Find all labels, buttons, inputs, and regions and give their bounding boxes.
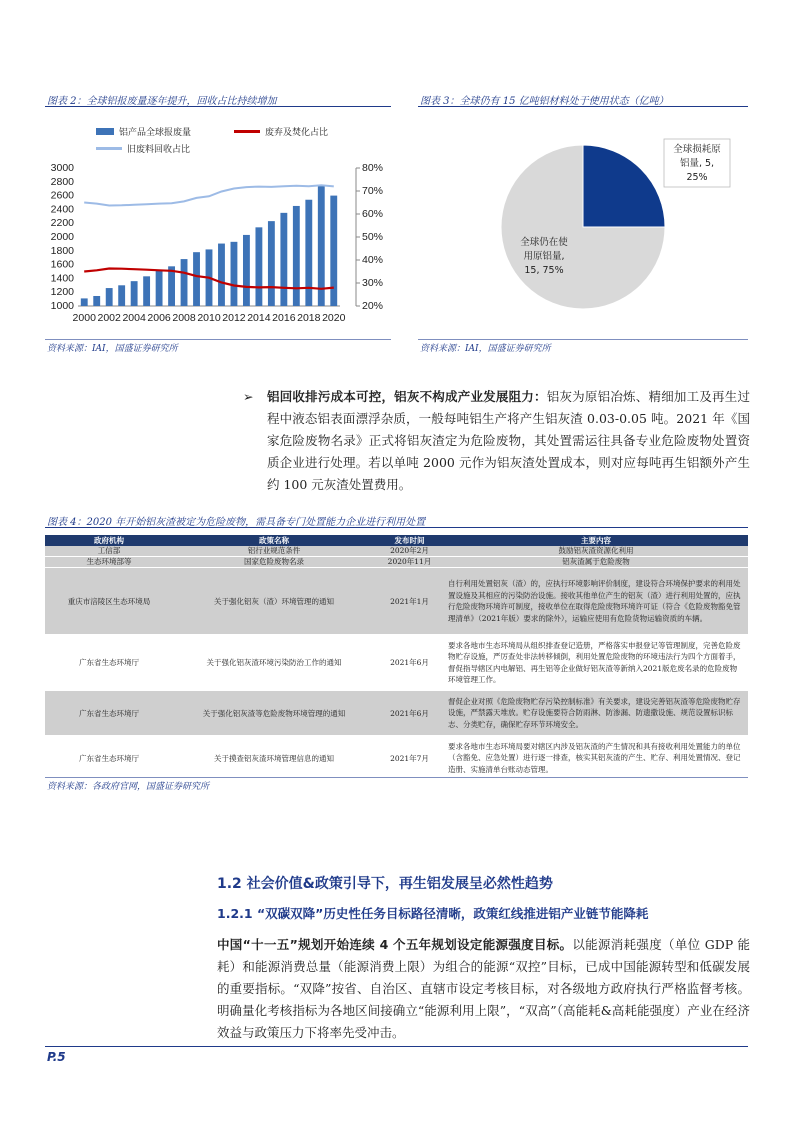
fig4-source-rule (45, 777, 748, 778)
cell-org: 广东省生态环境厅 (45, 635, 173, 691)
legend-item-scrap-volume (96, 125, 191, 138)
fig3-pie-chart (418, 110, 748, 338)
table-row (45, 568, 748, 635)
table-row (45, 546, 748, 557)
bar (243, 235, 250, 306)
col-header-org: 政府机构 (45, 535, 173, 546)
table-row (45, 557, 748, 568)
x-tick-label: 2004 (122, 312, 146, 324)
fig4-title-rule (45, 527, 748, 528)
line-series-recycle-share (84, 185, 334, 205)
cell-date: 2021年6月 (375, 635, 444, 691)
bar (218, 244, 225, 306)
bar (280, 213, 287, 306)
fig4-source: 资料来源：各政府官网，国盛证券研究所 (47, 782, 210, 792)
cell-content: 要求各地市生态环境局要对辖区内涉及铝灰渣的产生情况和具有接收利用处置能力的单位（含豁免、应急处置）进行逐一排查，核实其铝灰渣的产生、贮存、利用处置情况、登记造册、实施清单台账动态管理。 (444, 736, 748, 781)
bar (255, 227, 262, 306)
x-tick-label: 2006 (147, 312, 171, 324)
y-right-tick-label: 20% (362, 300, 384, 312)
y-left-tick-label: 2400 (50, 203, 74, 216)
y-left-tick-label: 2200 (50, 217, 74, 230)
col-header-date: 发布时间 (375, 535, 444, 546)
bar (143, 276, 150, 306)
fig2-source: 资料来源：IAI，国盛证券研究所 (47, 344, 178, 354)
cell-content: 鼓励铝灰渣资源化利用 (444, 546, 748, 557)
y-left-tick-label: 2600 (50, 189, 74, 202)
bar (305, 200, 312, 306)
x-tick-label: 2010 (197, 312, 221, 324)
section-body-paragraph (217, 934, 750, 1044)
y-left-tick-label: 1800 (50, 244, 74, 257)
pie-slice-lost (583, 145, 665, 227)
table-header-row (45, 535, 748, 546)
cell-date: 2020年11月 (375, 557, 444, 568)
cell-policy: 关于强化铝灰（渣）环境管理的通知 (173, 568, 375, 635)
bar (81, 298, 88, 306)
legend-swatch-line (234, 130, 260, 133)
x-tick-label: 2002 (97, 312, 121, 324)
cell-policy: 关于强化铝灰渣环境污染防治工作的通知 (173, 635, 375, 691)
cell-content: 铝灰渣属于危险废物 (444, 557, 748, 568)
legend-swatch-bar (96, 128, 114, 135)
cell-policy: 铝行业规范条件 (173, 546, 375, 557)
x-tick-label: 2014 (247, 312, 271, 324)
cell-date: 2021年1月 (375, 568, 444, 635)
y-left-tick-label: 3000 (50, 162, 74, 174)
fig3-source: 资料来源：IAI，国盛证券研究所 (420, 344, 551, 354)
legend-item-landfill-share (234, 125, 328, 138)
fig2-title-rule (45, 106, 391, 107)
x-tick-label: 2000 (72, 312, 96, 324)
bullet-lead: 铝回收排污成本可控，铝灰不构成产业发展阻力： (267, 389, 547, 404)
y-left-tick-label: 2000 (50, 231, 74, 243)
legend-swatch-line (96, 147, 122, 150)
cell-org: 重庆市涪陵区生态环境局 (45, 568, 173, 635)
table-row (45, 635, 748, 691)
bar (231, 242, 238, 306)
y-left-tick-label: 1200 (50, 286, 74, 299)
cell-content: 要求各地市生态环境局从组织排查登记造册，严格落实申报登记等管理制度，完善危险废物贮存设施，严厉查处非法转移倾倒，利用处置危险废物的环境违法行为四个方面着手，督促指导辖区内电解铝、再生铝等企业做好铝灰渣等新纳入2021版危废名录的危险废物环境管理工作。 (444, 635, 748, 691)
pie-label-text: 15, 75% (524, 265, 564, 276)
table-row (45, 691, 748, 736)
pie-label-text: 用原铝量, (523, 251, 565, 262)
cell-org: 广东省生态环境厅 (45, 691, 173, 736)
pie-label-text: 全球损耗原 (673, 144, 721, 155)
bar (93, 296, 100, 306)
cell-content: 自行利用处置铝灰（渣）的，应执行环境影响评价制度，建设符合环境保护要求的利用处置设施及其相应的污染防治设施。接收其他单位产生的铝灰（渣）进行利用处置的，应执行危险废物环境许可制度，接收单位在取得危险废物环境许可证（符合《危险废物豁免管理清单》（2021年版）要求的除外），运输应使用有危险货物运输资质的车辆。 (444, 568, 748, 635)
bar (156, 270, 163, 306)
fig3-title-rule (418, 106, 748, 107)
bar (268, 221, 275, 306)
policy-table (45, 535, 748, 781)
bar (330, 196, 337, 306)
section-heading-1-2: 1.2 社会价值&政策引导下，再生铝发展呈必然性趋势 (217, 876, 553, 892)
cell-date: 2020年2月 (375, 546, 444, 557)
col-header-policy: 政策名称 (173, 535, 375, 546)
bullet-text: 铝灰为原铝冶炼、精细加工及再生过程中液态铝表面漂浮杂质，一般每吨铝生产将产生铝灰渣 0.03-0.05 吨。2021 年《国家危险废物名录》正式将铝灰渣定为危险废物，其处置需运往具备专业危险废物处置资质企业进行处理。若以单吨 2000 元作为铝灰渣处置成本，则对应每吨再生铝额外产生约 100 元灰渣处置费用。 (267, 389, 750, 492)
bullet-marker: ➢ (243, 389, 254, 404)
legend-item-recycle-share (96, 142, 190, 155)
y-left-tick-label: 2800 (50, 175, 74, 188)
section-text: 以能源消耗强度（单位 GDP 能耗）和能源消费总量（能源消费上限）为组合的能源“双控”目标，已成中国能源转型和低碳发展的重要指标。“双降”按省、自治区、直辖市设定考核目标，对各级地方政府执行严格监督考核。明确量化考核指标为各地区间接确立“能源利用上限”，“双高”（高能耗&高耗能强度）产业在经济效益与政策压力下将率先受冲击。 (217, 937, 750, 1040)
cell-org: 广东省生态环境厅 (45, 736, 173, 781)
x-tick-label: 2016 (272, 312, 296, 324)
footer-rule (45, 1046, 748, 1047)
legend-label: 铝产品全球报废量 (119, 128, 192, 138)
bar (193, 252, 200, 306)
bar (118, 285, 125, 306)
bar (181, 259, 188, 306)
cell-policy: 关于摸查铝灰渣环境管理信息的通知 (173, 736, 375, 781)
cell-content: 督促企业对照《危险废物贮存污染控制标准》有关要求，建设完善铝灰渣等危险废物贮存设施，严禁露天堆放。贮存设施要符合防雨淋、防渗漏、防遗撒设施、规范设置标识标志、分类贮存，确保贮存环节环境安全。 (444, 691, 748, 736)
pie-label-text: 25% (686, 172, 708, 183)
section-heading-1-2-1: 1.2.1 “双碳双降”历史性任务目标路径清晰，政策红线推进铝产业链节能降耗 (217, 906, 649, 921)
y-right-tick-label: 40% (362, 254, 384, 266)
col-header-content: 主要内容 (444, 535, 748, 546)
page-number: P.5 (47, 1050, 66, 1064)
bullet-paragraph (267, 386, 750, 496)
pie-label-text: 铝量, 5, (679, 158, 715, 169)
bar (131, 281, 138, 306)
x-tick-label: 2012 (222, 312, 246, 324)
fig2-source-rule (45, 339, 391, 340)
cell-date: 2021年7月 (375, 736, 444, 781)
bar (106, 288, 113, 306)
cell-policy: 关于强化铝灰渣等危险废物环境管理的通知 (173, 691, 375, 736)
fig3-title: 图表 3：全球仍有 15 亿吨铝材料处于使用状态（亿吨） (420, 96, 669, 107)
cell-date: 2021年6月 (375, 691, 444, 736)
y-right-tick-label: 70% (362, 185, 384, 197)
cell-org: 生态环境部等 (45, 557, 173, 568)
pie-label-text: 全球仍在使 (520, 237, 568, 248)
y-right-tick-label: 50% (362, 231, 384, 243)
y-left-tick-label: 1000 (50, 300, 74, 312)
y-right-tick-label: 60% (362, 208, 384, 220)
cell-org: 工信部 (45, 546, 173, 557)
x-tick-label: 2008 (172, 312, 196, 324)
section-lead: 中国“十一五”规划开始连续 4 个五年规划设定能源强度目标。 (217, 937, 573, 952)
fig2-combo-chart (40, 158, 390, 328)
x-tick-label: 2020 (322, 312, 346, 324)
legend-label: 废弃及焚化占比 (265, 128, 329, 138)
fig4-title: 图表 4：2020 年开始铝灰渣被定为危险废物，需具备专门处置能力企业进行利用处置 (47, 517, 426, 528)
y-left-tick-label: 1400 (50, 272, 74, 285)
y-right-tick-label: 80% (362, 162, 384, 174)
table-row (45, 736, 748, 781)
fig2-title: 图表 2：全球铝报废量逐年提升，回收占比持续增加 (47, 96, 277, 107)
cell-policy: 国家危险废物名录 (173, 557, 375, 568)
legend-label: 旧废料回收占比 (127, 145, 191, 155)
bar (293, 206, 300, 306)
fig3-source-rule (418, 339, 748, 340)
y-left-tick-label: 1600 (50, 258, 74, 271)
y-right-tick-label: 30% (362, 277, 384, 289)
x-tick-label: 2018 (297, 312, 321, 324)
pie-label-callout-lost (664, 139, 730, 187)
